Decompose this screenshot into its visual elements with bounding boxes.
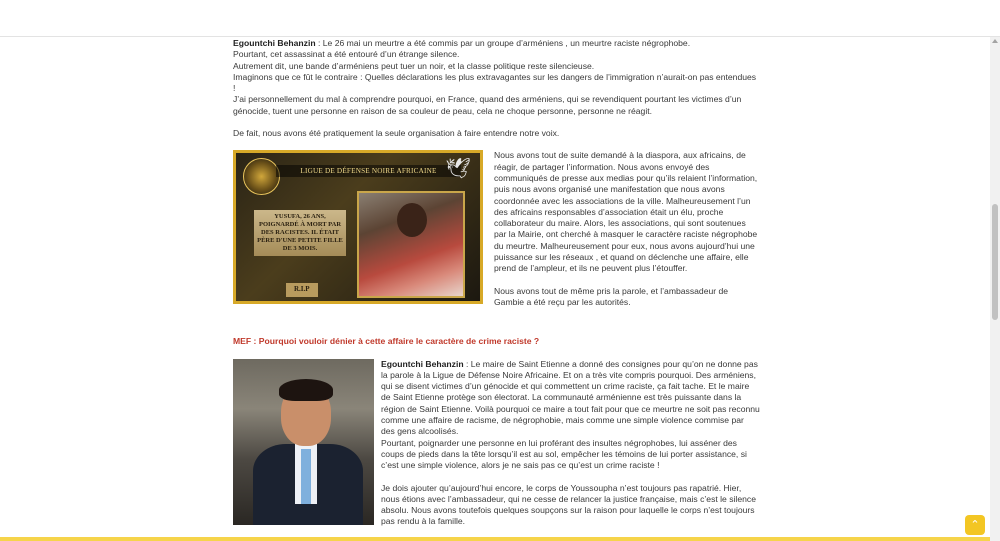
league-banner: LIGUE DE DÉFENSE NOIRE AFRICAINE <box>276 165 461 177</box>
mayor-text-2: Pourtant, poignarder une personne en lui proférant des insultes négrophobes, lui asséner des coups de pieds dans la tête lorsqu’il est au sol, empêcher les témoins de lui porter assistance, si c’est une simple violence, alors je ne sais pas ce qu’est un crime raciste ! <box>381 437 747 471</box>
intro-line: : Le 26 mai un meurtre a été commis par un groupe d’arméniens , un meurtre raciste négrophobe. <box>315 38 691 48</box>
speaker-name: Egountchi Behanzin <box>233 38 316 48</box>
mayor-text: : Le maire de Saint Etienne a donné des consignes pour qu’on ne donne pas la parole à la Ligue de Défense Noire Africaine. Et on a très vite compris pourquoi. Des arméniens, qui se disent victimes d’un génocide et qui commettent un crime raciste, ça fait tache. Et le maire de Saint Etienne protège son électorat. La communauté arménienne est très puissante dans la région de Saint Etienne. Voilà pourquoi ce maire a tout fait pour que ce meurtre ne soit pas reconnu comme une affaire de racisme, de négrophobie, mais comme une simple violence commise par des gens alcoolisés. <box>381 358 760 437</box>
dove-icon: 🕊 <box>445 158 471 181</box>
victim-photo <box>357 191 465 298</box>
rip-memorial-image <box>233 150 483 304</box>
scroll-up-arrow-icon[interactable] <box>992 39 998 43</box>
article-body <box>233 38 760 528</box>
back-to-top-button[interactable] <box>965 515 985 535</box>
mayor-text-column <box>381 359 760 528</box>
browser-top-bar <box>0 0 1000 37</box>
paragraph-gambia: Nous avons tout de même pris la parole, et l’ambassadeur de Gambie a été reçu par les autorités. <box>494 285 729 307</box>
paragraph-diaspora: Nous avons tout de suite demandé à la diaspora, aux africains, de réagir, de partager l’information. Nous avons envoyé des communiqués de presse aux medias pour qu’ils relaient l’information, puis nous avons organisé une manifestation que nous avons coordonnée avec les associations de la ville. Malheureusement l’un des africains responsables d’association était un élu, proche collaborateur du maire. Alors, les associations, qui sont soutenues par la Mairie, ont cherché à masquer le caractère raciste négrophobe du meurtre. Malheureusement pour eux, nous avons aujourd’hui une puissance sur les réseaux , et quand on déclenche une affaire, elle prend de l’ampleur, et ils ne peuvent plus l’étouffer. <box>494 150 758 274</box>
mayor-photo <box>233 359 374 525</box>
rip-label: R.I.P <box>286 283 318 296</box>
rip-text-column <box>494 150 760 308</box>
intro-line: Imaginons que ce fût le contraire : Quelles déclarations les plus extravagantes sur les dangers de l’immigration n’aurait-on pas entendues ! <box>233 71 757 94</box>
scrollbar-thumb[interactable] <box>992 204 998 320</box>
paragraph-mayor <box>381 359 760 472</box>
bottom-accent-bar <box>0 537 990 541</box>
chevron-up-icon: ⌃ <box>970 519 980 531</box>
speaker-name: Egountchi Behanzin <box>381 358 464 369</box>
mayor-section <box>233 359 760 528</box>
intro-line: Pourtant, cet assassinat a été entouré d’un étrange silence. <box>233 49 460 60</box>
vertical-scrollbar[interactable] <box>990 37 1000 541</box>
paragraph-repatriation: Je dois ajouter qu’aujourd’hui encore, le corps de Youssoupha n’est toujours pas rapatrié. Hier, nous étions avec l’ambassadeur, qui ne cesse de relancer la justice française, mais c’est le silence absolu. Nous avons toutefois quelques soupçons sur la raison pour laquelle le corps n’est toujours pas rendu à la famille. <box>381 482 756 527</box>
paragraph-organization: De fait, nous avons été pratiquement la seule organisation à faire entendre notre voix. <box>233 128 560 139</box>
intro-line: J’ai personnellement du mal à comprendre pourquoi, en France, quand des arméniens, qui se revendiquent pourtant les victimes d’un génocide, tuent une personne en raison de sa couleur de peau, cela ne choque personne, personne ne réagit. <box>233 94 742 116</box>
interview-question: MEF : Pourquoi vouloir dénier à cette affaire le caractère de crime raciste ? <box>233 336 540 347</box>
intro-line: Autrement dit, une bande d’arméniens peut tuer un noir, et la classe politique reste silencieuse. <box>233 60 595 71</box>
rip-section <box>233 150 760 308</box>
league-seal-icon <box>243 158 280 195</box>
paragraph-intro <box>233 38 760 117</box>
victim-caption: YUSUFA, 26 ANS, POIGNARDÉ À MORT PAR DES RACISTES. IL ÉTAIT PÈRE D'UNE PETITE FILLE DE 3 MOIS. <box>254 210 346 256</box>
